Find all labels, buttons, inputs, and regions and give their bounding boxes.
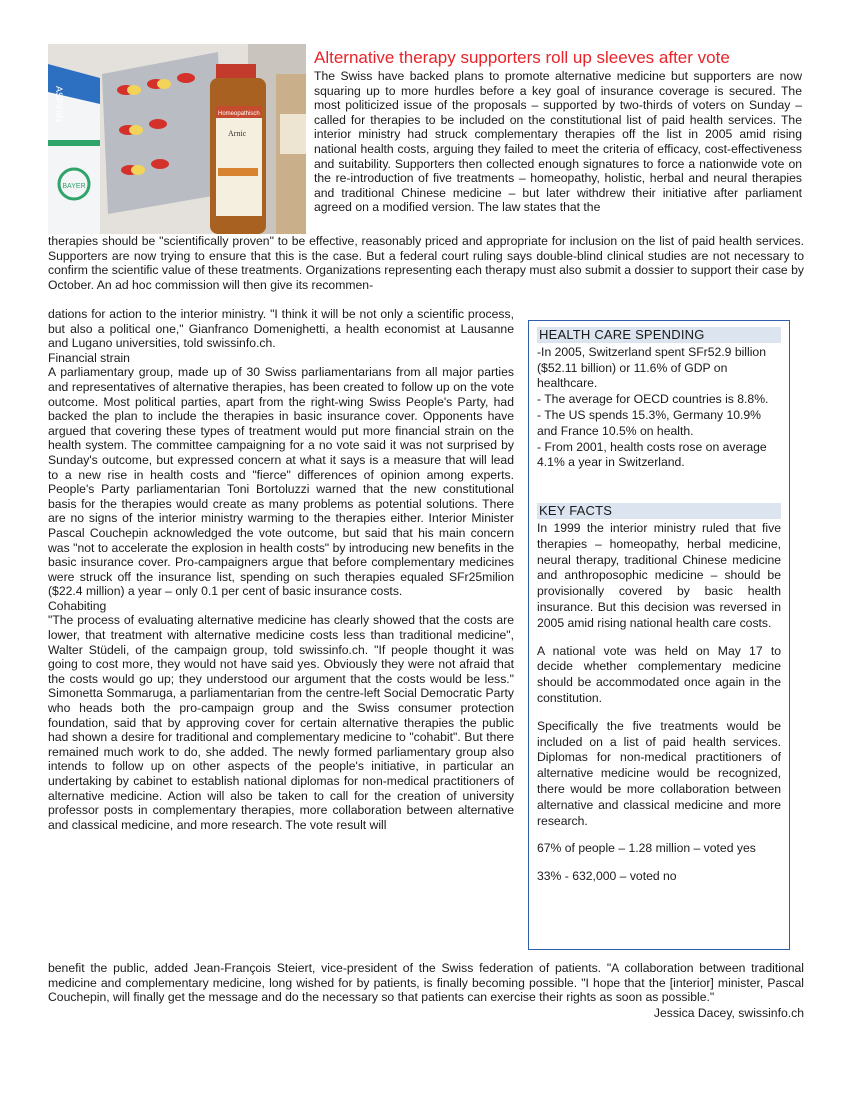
paragraph-commission: dations for action to the interior ministry. "I think it will be not only a scientific process, but also a political one," Gianfranco Domenighetti, a health economist at Lausanne and Lugano universities, told swissinfo.ch. — [48, 307, 514, 351]
key-fact: 33% - 632,000 – voted no — [537, 869, 677, 884]
main-column — [48, 307, 514, 832]
key-fact: In 1999 the interior ministry ruled that five therapies – homeopathy, herbal medicine, neural therapy, traditional Chinese medicine and anthroposophic medicine – should be provisionally covered by basic health insurance. But this decision was reversed in 2005 amid rising national health care costs. — [537, 520, 781, 630]
intro-paragraph: The Swiss have backed plans to promote alternative medicine but supporters are now squaring up to more hurdles before a key goal of insurance coverage is secured. The most politicized issue of the proposals – supported by two-thirds of voters on Sunday – called for therapies to be included on the constitutional list of paid health services. The interior ministry had struck complementary therapies off the list in 2005 amid rising national health costs, arguing they failed to meet the criteria of efficacy, cost-effectiveness and suitability. Supporters then collected enough signatures to force a nationwide vote on the re-introduction of five treatments – homeopathy, holistic, herbal and neural therapies and traditional Chinese medicine – but later withdrew their initiative after parliament agreed on a modified version. The law states that the — [314, 69, 802, 215]
facts-sidebar — [528, 320, 790, 950]
key-fact: A national vote was held on May 17 to decide whether complementary medicine should be accommodated once again in the constitution. — [537, 643, 781, 705]
key-facts-heading: KEY FACTS — [537, 503, 781, 519]
key-fact: Specifically the five treatments would be included on a list of paid health services. Diplomas for non-medical practitioners of alternative medicine would be recognized, there would be more collaboration between alternative and classical medicine and more research. — [537, 718, 781, 828]
svg-text:BAYER: BAYER — [62, 183, 86, 190]
subheading-financial-strain: Financial strain — [48, 350, 130, 365]
second-bottle — [276, 74, 306, 234]
blister-pack — [102, 52, 224, 214]
paragraph-financial-strain: A parliamentary group, made up of 30 Swiss parliamentarians from all major parties and representatives of alternative therapies, has been created to follow up on the vote outcome. Most political parties, apart from the right-wing Swiss People's Party, had backed the plan to include the therapies in basic insurance cover. Opponents have argued that covering these types of treatment would put more financial strain on the health system. The committee campaigning for a no vote said it was not surprised by Sunday's outcome, but expressed concern at what it says is a measure that will lead to a new rise in health costs and "fierce" differences of opinion among experts. People's Party parliamentarian Toni Bortoluzzi warned that the new constitutional basis for the therapies would create as many problems as potential solutions. There are no signs of the interior ministry warming to the therapies either. Interior Minister Pascal Couchepin acknowledged the vote outcome, but said that his main concern was "not to accelerate the explosion in health costs" by introducing new benefits in the basic insurance cover. Pro-campaigners argue that before complementary medicines were struck off the insurance list, spending on such therapies equaled SFr25milion ($22.4 million) a year – only 0.1 per cent of basic insurance costs. — [48, 365, 514, 599]
spending-item: -In 2005, Switzerland spent SFr52.9 billion ($52.11 billion) or 11.6% of GDP on healthcare. — [537, 344, 766, 391]
article-headline: Alternative therapy supporters roll up sleeves after vote — [314, 48, 730, 67]
aspirin-box — [48, 64, 100, 234]
spending-heading: HEALTH CARE SPENDING — [537, 327, 781, 343]
svg-text:ASPIRIN: ASPIRIN — [54, 86, 64, 123]
intro-continued-paragraph: therapies should be "scientifically proven" to be effective, reasonably priced and appropriate for inclusion on the list of paid health services. Supporters are now trying to ensure that this is the case. But a federal court ruling says double-blind clinical studies are not necessary to confirm the scientific value of these treatments. Organizations representing each therapy must also submit a dossier to support their case by October. An ad hoc commission will then give its recommen- — [48, 234, 804, 292]
subheading-cohabiting: Cohabiting — [48, 598, 107, 613]
medicine-photo — [48, 44, 306, 234]
byline: Jessica Dacey, swissinfo.ch — [653, 1006, 804, 1020]
medicine-illustration — [48, 44, 306, 234]
svg-text:Arnic: Arnic — [228, 129, 247, 138]
homeopathic-bottle — [210, 64, 266, 234]
key-fact: 67% of people – 1.28 million – voted yes — [537, 841, 756, 856]
spending-item: - The average for OECD countries is 8.8%. — [537, 392, 769, 407]
spending-item: - The US spends 15.3%, Germany 10.9% and France 10.5% on health. — [537, 407, 762, 438]
svg-text:Homeopathisch: Homeopathisch — [218, 111, 260, 117]
paragraph-cohabiting: "The process of evaluating alternative medicine has clearly showed that the costs are lower, that treatment with alternative medicine costs less than traditional medicine", Walter Stüdeli, of the campaign group, told swissinfo.ch. "If people thought it was going to cost more, they would not have said yes. Obviously they were not afraid that the costs would go up; they understood our argument that the costs would be less." Simonetta Sommaruga, a parliamentarian from the centre-left Social Democratic Party who heads both the pro-campaign group and the Swiss consumer protection foundation, said that by approving cover for certain alternative therapies the public had shown a desire for traditional and complementary medicine to "cohabit". But there remained much work to do, she added. The newly formed parliamentary group also intends to follow up on other aspects of the people's initiative, in particular an undertaking by cabinet to establish national diplomas for non-medical practitioners of alternative medicine. Action will also be taken to call for the creation of university professor posts in complementary therapies, more collaboration between alternative and classical medicine, and more research. The vote result will — [48, 613, 514, 832]
spending-item: - From 2001, health costs rose on average 4.1% a year in Switzerland. — [537, 439, 767, 470]
closing-paragraph: benefit the public, added Jean-François Steiert, vice-president of the Swiss federation of patients. "A collaboration between traditional medicine and complementary medicine, long wished for by patients, is finally becoming possible. "I hope that the [interior] minister, Pascal Couchepin, will finally get the message and do the necessary so that patients can exercise their rights as soon as possible." — [48, 961, 804, 1005]
